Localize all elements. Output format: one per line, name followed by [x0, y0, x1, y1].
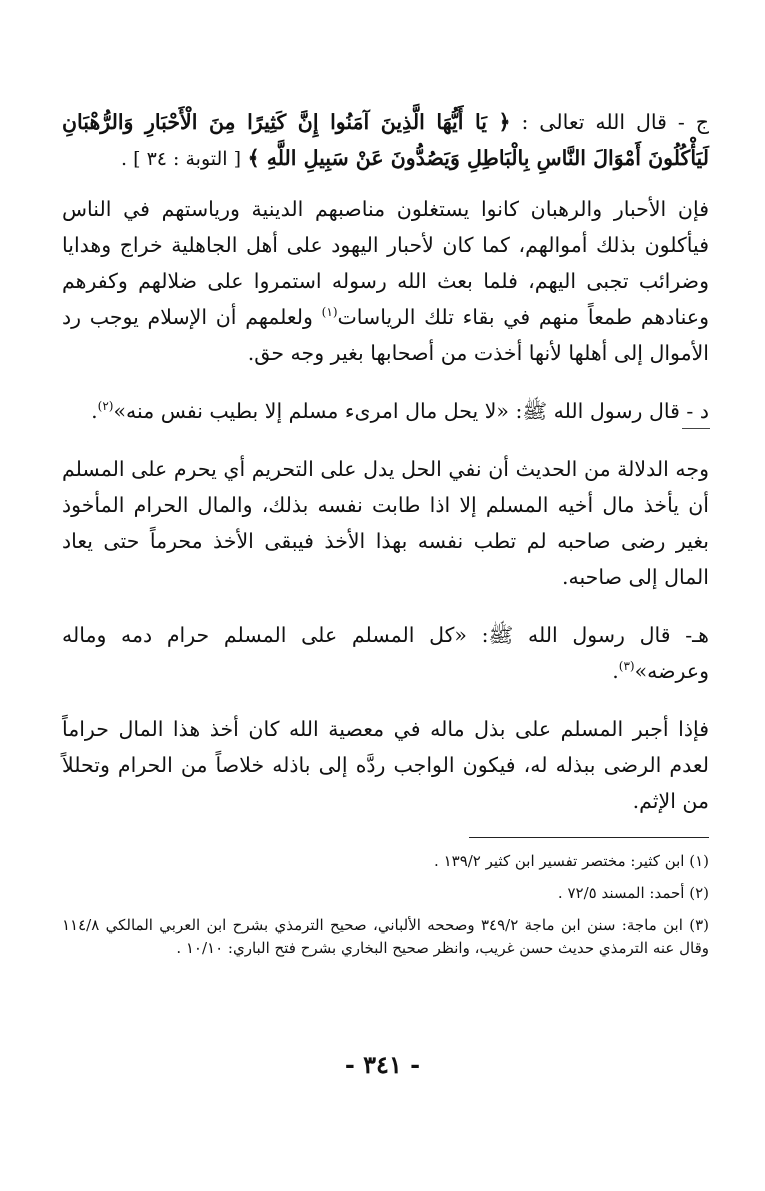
paragraph-explanation-ahbar: [62, 191, 709, 371]
hadith-text: هـ- قال رسول الله ﷺ: «كل المسلم على المسلم حرام دمه وماله وعرضه»: [62, 623, 709, 683]
paragraph-intro: ج - قال الله تعالى :: [521, 110, 709, 134]
page-body: [62, 104, 709, 969]
page-number: - ٣٤١ -: [344, 1050, 421, 1079]
footnote-2: (٢) أحمد: المسند ٧٢/٥ .: [557, 884, 709, 902]
paragraph-conclusion: فإذا أجبر المسلم على بذل ماله في معصية الله كان أخذ هذا المال حراماً لعدم الرضى ببذله له، فيكون الواجب ردَّه إلى باذله خلاصاً من الحرام وتحللاً من الإثم.: [62, 717, 709, 813]
footnote-marker-3: (٣): [618, 659, 635, 674]
paragraph-hadith-haram: [62, 617, 709, 689]
paragraph-text: ولعلمهم أن الإسلام يوجب رد الأموال إلى أهلها لأنها أخذت من أصحابها بغير وجه حق.: [62, 305, 709, 365]
footnote-marker-2: (٢): [97, 399, 114, 414]
paragraph-verse-tawbah: [62, 104, 709, 177]
footnote-3: (٣) ابن ماجة: سنن ابن ماجة ٣٤٩/٢ وصححه الألباني، صحيح الترمذي بشرح ابن العربي المالكي ١١٤/٨ وقال عنه الترمذي حديث حسن غريب، وانظر صحيح البخاري بشرح فتح الباري: ١٠/١٠ .: [62, 916, 709, 957]
footnote-marker-1: (١): [321, 305, 338, 320]
paragraph-text: .: [612, 659, 619, 683]
paragraph-hadith-tayyib-nafs: [62, 393, 709, 429]
footnote-1: (١) ابن كثير: مختصر تفسير ابن كثير ١٣٩/٢ .: [434, 852, 709, 870]
verse-reference: [ التوبة : ٣٤ ] .: [121, 148, 242, 170]
footnote-divider: [469, 837, 709, 838]
paragraph-text: .: [91, 399, 98, 423]
hadith-text: د - قال رسول الله ﷺ: «لا يحل مال امرىء مسلم إلا بطيب نفس منه»: [113, 399, 709, 423]
paragraph-text: فإن الأحبار والرهبان كانوا يستغلون مناصبهم الدينية ورياستهم في الناس فيأكلون بذلك أموالهم، كما كان لأحبار اليهود على أهل الجاهلية خراج وهدايا وضرائب تجبى اليهم، فلما بعث الله رسوله استمروا على ضلالهم وكفرهم وعنادهم طمعاً منهم في بقاء تلك الرياسات: [62, 197, 709, 329]
paragraph-evidence: وجه الدلالة من الحديث أن نفي الحل يدل على التحريم أي يحرم على المسلم أن يأخذ مال أخيه المسلم إلا اذا طابت نفسه بذلك، والمال الحرام المأخوذ بغير رضى صاحبه لم تطب نفسه بهذا الأخذ فيبقى الأخذ محرماً حتى يعاد المال إلى صاحبه.: [62, 457, 709, 589]
quran-verse: ﴿ يَا أَيُّهَا الَّذِينَ آمَنُوا إِنَّ كَثِيرًا مِنَ الْأَحْبَارِ وَالرُّهْبَانِ لَيَأْكُلُونَ أَمْوَالَ النَّاسِ بِالْبَاطِلِ وَيَصُدُّونَ عَنْ سَبِيلِ اللَّهِ ﴾: [62, 110, 709, 170]
